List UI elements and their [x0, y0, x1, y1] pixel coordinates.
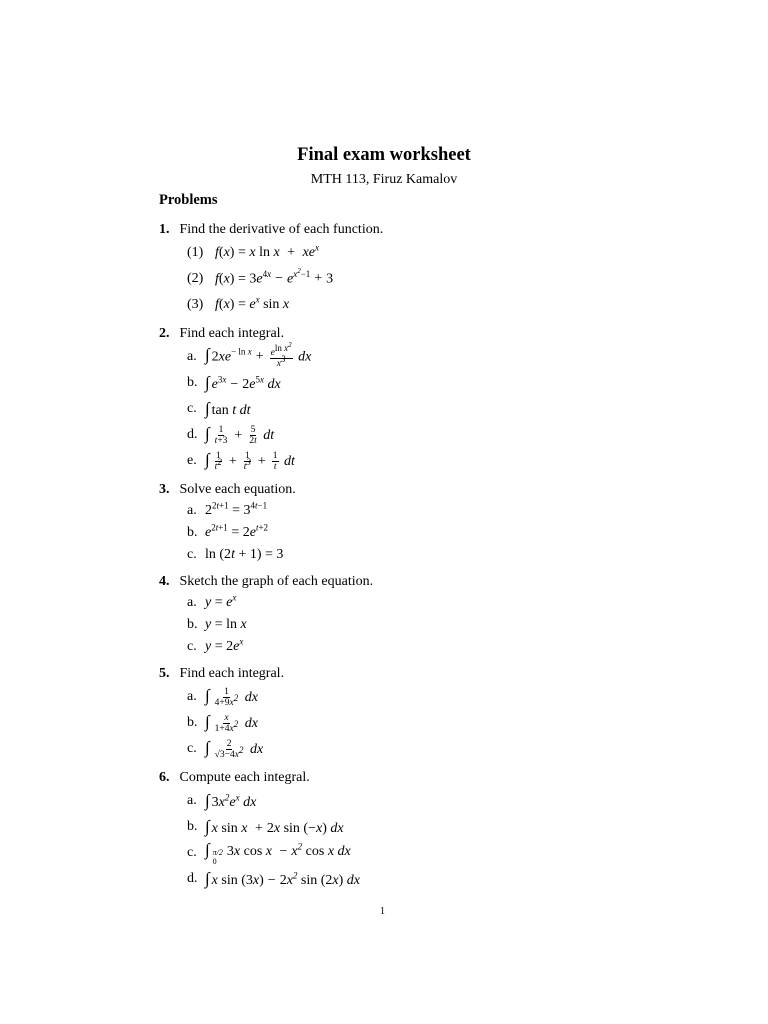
item-label: (1)	[187, 245, 204, 260]
problem-5	[159, 663, 619, 762]
problem-number: 6.	[159, 770, 170, 785]
item-label: a.	[187, 793, 197, 808]
item-label: e.	[187, 453, 197, 468]
item-label: c.	[187, 741, 197, 756]
math-expression: ∫ tan t dt	[205, 399, 251, 418]
item-label: b.	[187, 819, 198, 834]
problem-item	[159, 448, 619, 474]
problem-3	[159, 479, 619, 566]
problem-1	[159, 219, 619, 318]
problem-item	[159, 636, 619, 658]
problem-instruction: Solve each equation.	[179, 482, 296, 497]
page-number: 1	[380, 906, 385, 917]
item-label: b.	[187, 525, 198, 540]
problem-item	[159, 592, 619, 614]
math-expression: ∫ π/2 0 3x $\cos x - x^2$ cos x dx	[205, 840, 351, 866]
problem-header	[159, 767, 619, 788]
math-expression: f(x) = x $\ln x + xe^x$	[215, 242, 320, 260]
problem-item	[159, 684, 619, 710]
page-title: Final exam worksheet	[297, 145, 471, 165]
section-heading: Problems	[159, 192, 218, 208]
item-label: c.	[187, 639, 197, 654]
item-label: b.	[187, 617, 198, 632]
item-label: a.	[187, 595, 197, 610]
math-expression: $y = 2e^x$	[205, 636, 244, 654]
problem-instruction: Sketch the graph of each equation.	[179, 574, 374, 589]
item-label: d.	[187, 427, 198, 442]
problem-item	[159, 396, 619, 422]
problem-number: 2.	[159, 326, 170, 341]
math-expression: ∫ $\frac{1}{t^2}$ + $\frac{1}{t^3}$ + $\frac{1}{t}$ dt	[205, 449, 295, 473]
problem-instruction: Compute each integral.	[179, 770, 310, 785]
problem-item	[159, 710, 619, 736]
problem-header	[159, 479, 619, 500]
item-label: b.	[187, 375, 198, 390]
math-expression: ∫ $3x^2e^x$ dx	[205, 791, 257, 810]
math-expression: ∫ $\frac{1}{4+9x^2}$ dx	[205, 685, 258, 709]
math-expression: ∫ x sin x + 2x sin (−x) dx	[205, 817, 344, 836]
item-label: a.	[187, 503, 197, 518]
item-label: c.	[187, 547, 197, 562]
item-label: d.	[187, 871, 198, 886]
problem-item	[159, 422, 619, 448]
math-expression: $f(x) = 3e^{4x} - e^{x^2-1} + 3$	[215, 266, 334, 287]
problem-item	[159, 266, 619, 292]
problem-list	[159, 219, 619, 897]
problem-item	[159, 522, 619, 544]
problem-2	[159, 323, 619, 474]
problem-instruction: Find each integral.	[179, 326, 285, 341]
problem-6	[159, 767, 619, 892]
item-label: c.	[187, 845, 197, 860]
math-expression: ∫ $\frac{2}{√3-4x^2}$ dx	[205, 737, 264, 761]
item-label: b.	[187, 715, 198, 730]
item-label: (3)	[187, 297, 204, 312]
problem-number: 1.	[159, 222, 170, 237]
problem-item	[159, 840, 619, 866]
problem-item	[159, 614, 619, 636]
problem-number: 4.	[159, 574, 170, 589]
item-label: a.	[187, 349, 197, 364]
problem-instruction: Find the derivative of each function.	[179, 222, 384, 237]
math-expression: y = ln x	[205, 617, 247, 632]
problem-item	[159, 370, 619, 396]
math-expression: ∫ $\frac{x}{1+4x^2}$ dx	[205, 711, 258, 735]
problem-item	[159, 736, 619, 762]
problem-header	[159, 663, 619, 684]
problem-number: 3.	[159, 482, 170, 497]
problem-item	[159, 866, 619, 892]
math-expression: $f(x) = e^x$ sin x	[215, 294, 290, 312]
problem-header	[159, 323, 619, 344]
problem-4	[159, 571, 619, 658]
math-expression: ∫ $e^{3x} - 2e^{5x}$ dx	[205, 373, 281, 392]
problem-item	[159, 500, 619, 522]
problem-item	[159, 814, 619, 840]
math-expression: ∫ $2xe^{- ln x}$ + $\frac{e^{ln x^2}}{x^3}$ dx	[205, 340, 312, 370]
math-expression: $y = e^x$	[205, 592, 237, 610]
item-label: (2)	[187, 271, 204, 286]
problem-item	[159, 544, 619, 566]
item-label: a.	[187, 689, 197, 704]
problem-item	[159, 788, 619, 814]
item-label: c.	[187, 401, 197, 416]
math-expression: ln (2t + 1) = 3	[205, 547, 284, 562]
problem-item	[159, 292, 619, 318]
problem-number: 5.	[159, 666, 170, 681]
course-subtitle: MTH 113, Firuz Kamalov	[310, 172, 458, 187]
problem-header	[159, 571, 619, 592]
math-expression: ∫ $\frac{1}{t+3}$ + $\frac{5}{2t}$ dt	[205, 423, 275, 447]
math-expression: ∫ x $\sin (3x) - 2x^2$ sin (2x) dx	[205, 869, 361, 888]
problem-item	[159, 240, 619, 266]
problem-instruction: Find each integral.	[179, 666, 285, 681]
problem-header	[159, 219, 619, 240]
problem-item	[159, 340, 619, 370]
math-expression: $2^{2t+1} = 3^{4t-1}$	[205, 500, 268, 518]
math-expression: $e^{2t+1} = 2e^{t+2}$	[205, 522, 269, 540]
